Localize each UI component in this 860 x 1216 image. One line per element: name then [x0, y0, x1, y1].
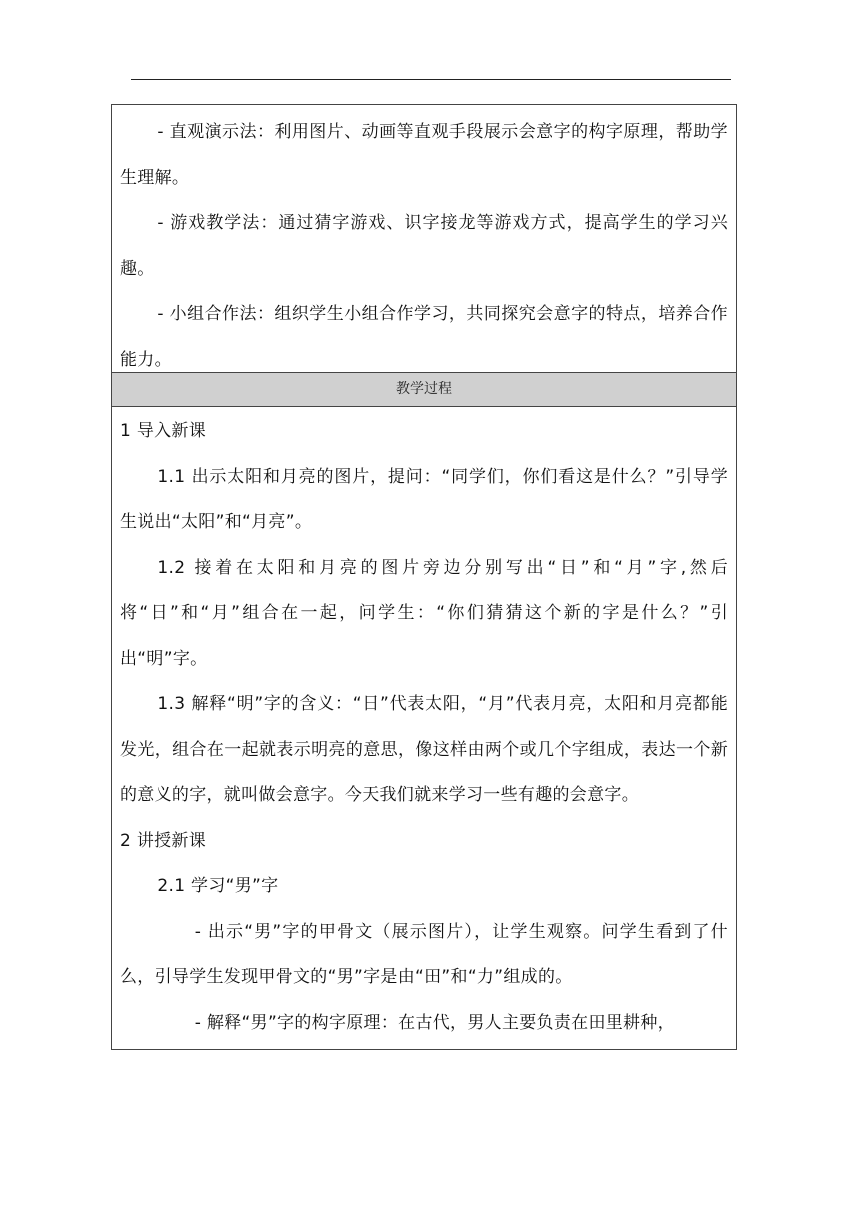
- process-paragraph: - 出示“男”字的甲骨文（展示图片），让学生观察。问学生看到了什么，引导学生发现甲骨文的“男”字是由“田”和“力”组成的。: [120, 921, 728, 987]
- method-paragraph: - 直观演示法：利用图片、动画等直观手段展示会意字的构字原理，帮助学生理解。: [120, 122, 728, 188]
- section-heading: 1 导入新课: [120, 421, 207, 441]
- method-paragraph: - 小组合作法：组织学生小组合作学习，共同探究会意字的特点，培养合作能力。: [120, 304, 728, 370]
- header-rule: [131, 79, 731, 80]
- process-paragraph: 1.2 接着在太阳和月亮的图片旁边分别写出“日”和“月”字,然后将“日”和“月”组合在一起，问学生：“你们猜猜这个新的字是什么？”引出“明”字。: [120, 557, 728, 669]
- teaching-process-cell: [112, 407, 736, 1049]
- process-paragraph: 1.1 出示太阳和月亮的图片，提问：“同学们，你们看这是什么？”引导学生说出“太阳”和“月亮”。: [120, 466, 728, 532]
- section-header-teaching-process: 教学过程: [112, 372, 736, 407]
- method-paragraph: - 游戏教学法：通过猜字游戏、识字接龙等游戏方式，提高学生的学习兴趣。: [120, 213, 728, 279]
- process-paragraph: 1.3 解释“明”字的含义：“日”代表太阳，“月”代表月亮，太阳和月亮都能发光，组合在一起就表示明亮的意思，像这样由两个或几个字组成，表达一个新的意义的字，就叫做会意字。今天我们就来学习一些有趣的会意字。: [120, 694, 728, 805]
- subsection-heading: 2.1 学习“男”字: [157, 876, 279, 896]
- lesson-plan-table: [111, 104, 737, 1050]
- teaching-methods-cell: [112, 105, 736, 372]
- process-paragraph: - 解释“男”字的构字原理：在古代，男人主要负责在田里耕种，: [194, 1012, 675, 1033]
- section-heading: 2 讲授新课: [120, 830, 207, 851]
